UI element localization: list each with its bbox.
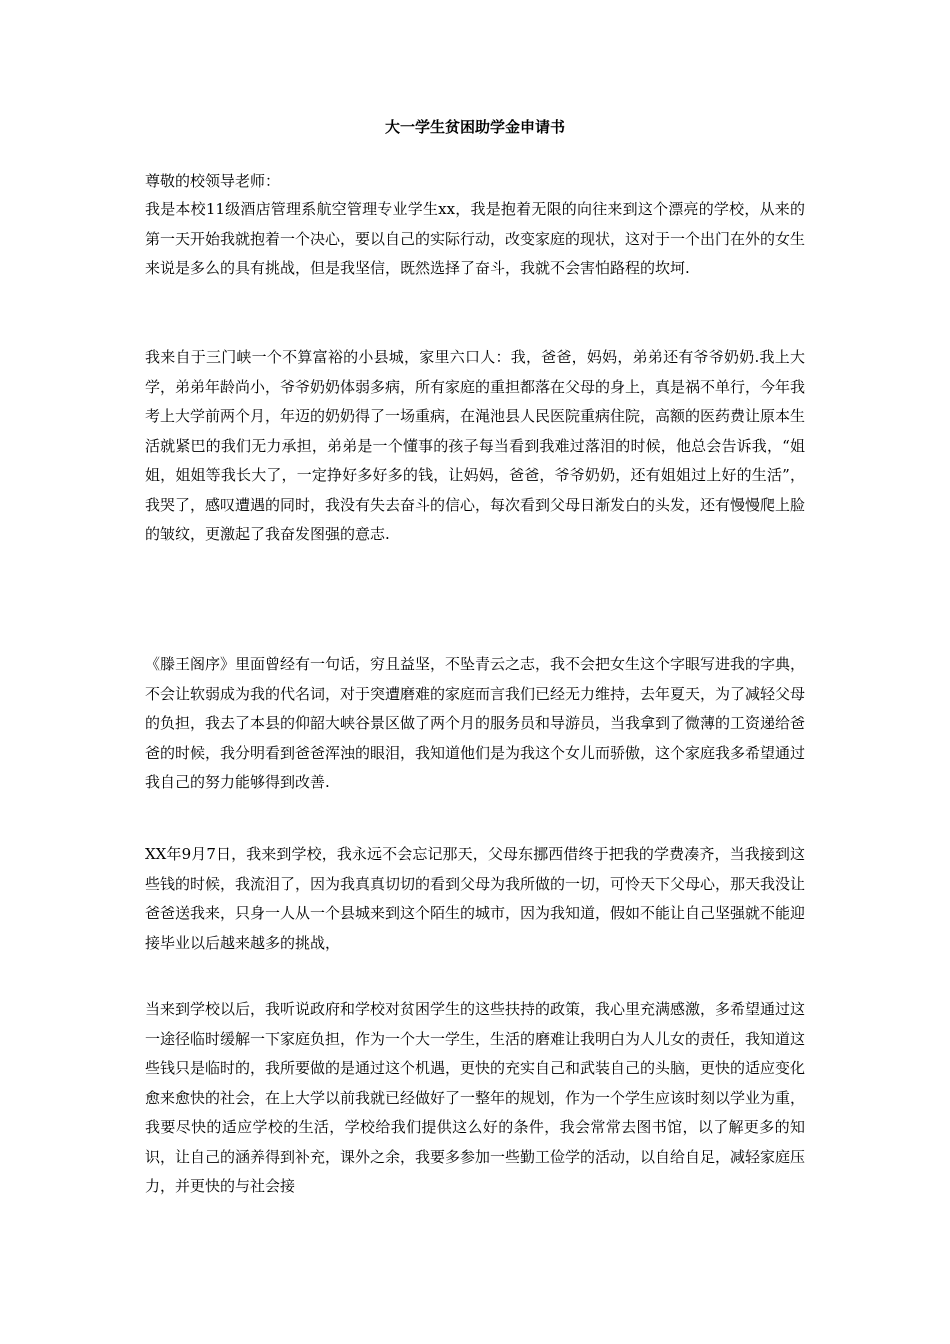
paragraph-1: 我是本校11级酒店管理系航空管理专业学生xx，我是抱着无限的向往来到这个漂亮的学校，从来的第一天开始我就抱着一个决心，要以自己的实际行动，改变家庭的现状，这对于一个出门在外的女生来说是多么的具有挑战，但是我坚信，既然选择了奋斗，我就不会害怕路程的坎坷.: [145, 200, 806, 277]
paragraph-4: XX年9月7日，我来到学校，我永远不会忘记那天，父母东挪西借终于把我的学费凑齐，当我接到这些钱的时候，我流泪了，因为我真真切切的看到父母为我所做的一切，可怜天下父母心，那天我没让爸爸送我来，只身一人从一个县城来到这个陌生的城市，因为我知道，假如不能让自己坚强就不能迎接毕业以后越来越多的挑战，: [145, 845, 806, 952]
paragraph-5: 当来到学校以后，我听说政府和学校对贫困学生的这些扶持的政策，我心里充满感激，多希望通过这一途径临时缓解一下家庭负担，作为一个大一学生，生活的磨难让我明白为人儿女的责任，我知道这些钱只是临时的，我所要做的是通过这个机遇，更快的充实自己和武装自己的头脑，更快的适应变化愈来愈快的社会，在上大学以前我就已经做好了一整年的规划，作为一个学生应该时刻以学业为重，我要尽快的适应学校的生活，学校给我们提供这么好的条件，我会常常去图书馆，以了解更多的知识，让自己的涵养得到补充，课外之余，我要多参加一些勤工俭学的活动，以自给自足，减轻家庭压力，并更快的与社会接: [145, 1000, 806, 1195]
document-title: 大一学生贫困助学金申请书: [384, 118, 565, 136]
paragraph-2: 我来自于三门峡一个不算富裕的小县城，家里六口人：我，爸爸，妈妈，弟弟还有爷爷奶奶.我上大学，弟弟年龄尚小，爷爷奶奶体弱多病，所有家庭的重担都落在父母的身上，真是祸不单行，今年我考上大学前两个月，年迈的奶奶得了一场重病，在渑池县人民医院重病住院，高额的医药费让原本生活就紧巴的我们无力承担，弟弟是一个懂事的孩子每当看到我难过落泪的时候，他总会告诉我，“姐姐，姐姐等我长大了，一定挣好多好多的钱，让妈妈，爸爸，爷爷奶奶，还有姐姐过上好的生活”，我哭了，感叹遭遇的同时，我没有失去奋斗的信心，每次看到父母日渐发白的头发，还有慢慢爬上脸的皱纹，更激起了我奋发图强的意志.: [145, 348, 806, 543]
paragraph-3: 《滕王阁序》里面曾经有一句话，穷且益坚，不坠青云之志，我不会把女生这个字眼写进我的字典，不会让软弱成为我的代名词，对于突遭磨难的家庭而言我们已经无力维持，去年夏天，为了减轻父母的负担，我去了本县的仰韶大峡谷景区做了两个月的服务员和导游员，当我拿到了微薄的工资递给爸爸的时候，我分明看到爸爸浑浊的眼泪，我知道他们是为我这个女儿而骄傲，这个家庭我多希望通过我自己的努力能够得到改善.: [145, 655, 806, 791]
salutation: 尊敬的校领导老师：: [145, 172, 281, 190]
